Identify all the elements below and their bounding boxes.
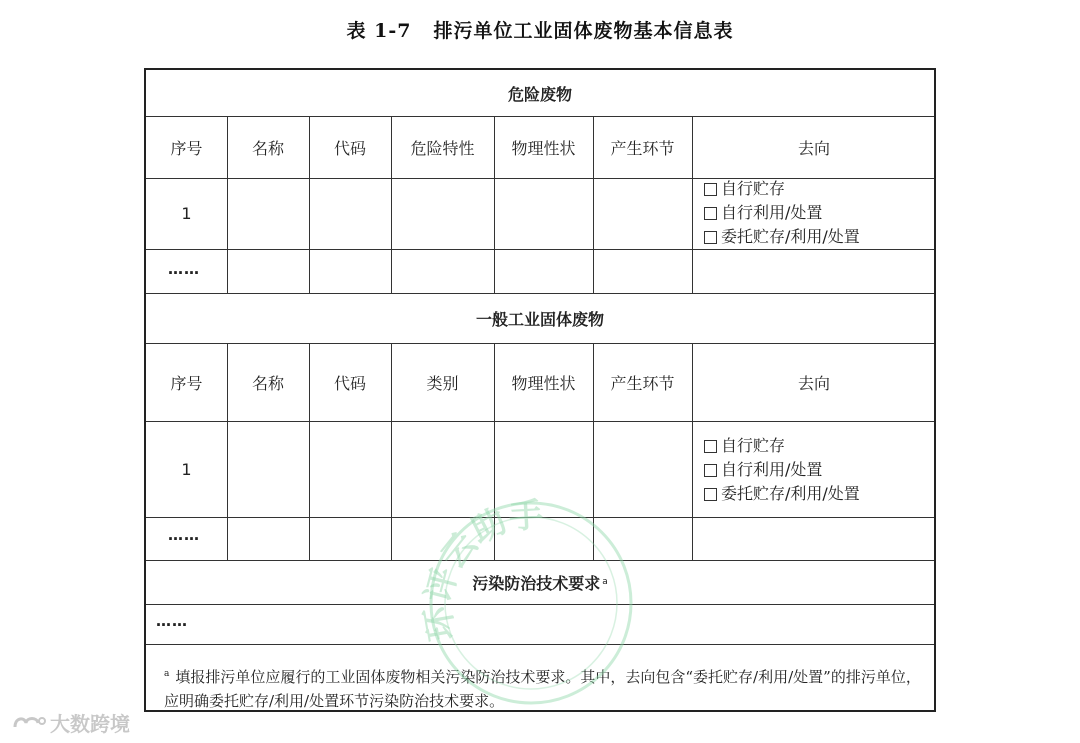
destination-option[interactable]: 自行贮存 [704,434,860,458]
row-divider [146,644,934,645]
watermark-logo-icon [12,713,46,733]
header-destination: 去向 [797,373,830,393]
row-divider [146,421,934,422]
general-section-title: 一般工业固体废物 [475,309,604,329]
destination-option[interactable]: 委托贮存/利用/处置 [704,482,860,506]
checkbox-icon[interactable] [704,207,717,220]
header-physical-state: 物理性状 [511,138,576,158]
header-name: 名称 [251,138,284,158]
row-divider [146,249,934,250]
row-divider [146,517,934,518]
destination-option[interactable]: 自行利用/处置 [704,201,860,225]
watermark-text: 大数跨境 [50,712,130,736]
destination-option[interactable]: 自行贮存 [704,177,860,201]
general-destination-options [704,434,860,506]
header-code: 代码 [333,373,366,393]
header-physical-state: 物理性状 [511,373,576,393]
hazardous-destination-options [704,177,860,249]
watermark [12,708,130,737]
ellipsis: …… [168,526,200,544]
footnote-text: 填报排污单位应履行的工业固体废物相关污染防治技术要求。其中，去向包含“委托贮存/利用/处置”的排污单位，应明确委托贮存/利用/处置环节污染防治技术要求。 [164,668,921,710]
header-hazard-property: 危险特性 [410,138,475,158]
header-code: 代码 [333,138,366,158]
header-generation-stage: 产生环节 [610,138,675,158]
row-index: 1 [181,459,192,479]
footnote-marker: a [164,669,170,679]
destination-option[interactable]: 自行利用/处置 [704,458,860,482]
header-category: 类别 [426,373,459,393]
header-index: 序号 [170,373,203,393]
table-title [0,16,1080,43]
control-section-title [146,560,934,604]
stamp-text: 环评云助手 [417,495,545,644]
hazardous-section-title: 危险废物 [507,84,572,104]
destination-option[interactable]: 委托贮存/利用/处置 [704,225,860,249]
ellipsis: …… [168,260,200,278]
checkbox-icon[interactable] [704,440,717,453]
header-generation-stage: 产生环节 [610,373,675,393]
checkbox-icon[interactable] [704,183,717,196]
info-table [144,68,936,712]
checkbox-icon[interactable] [704,464,717,477]
row-index: 1 [181,204,192,223]
checkbox-icon[interactable] [704,488,717,501]
header-name: 名称 [251,373,284,393]
ellipsis: …… [156,612,188,630]
table-title-text: 排污单位工业固体废物基本信息表 [433,20,734,42]
header-index: 序号 [170,138,203,158]
header-destination: 去向 [797,138,830,158]
row-divider [146,604,934,605]
checkbox-icon[interactable] [704,231,717,244]
control-section-text: 污染防治技术要求 [472,573,601,593]
table-number: 表 1-7 [346,20,412,42]
superscript-marker: a [602,577,608,587]
footnote [164,662,924,713]
